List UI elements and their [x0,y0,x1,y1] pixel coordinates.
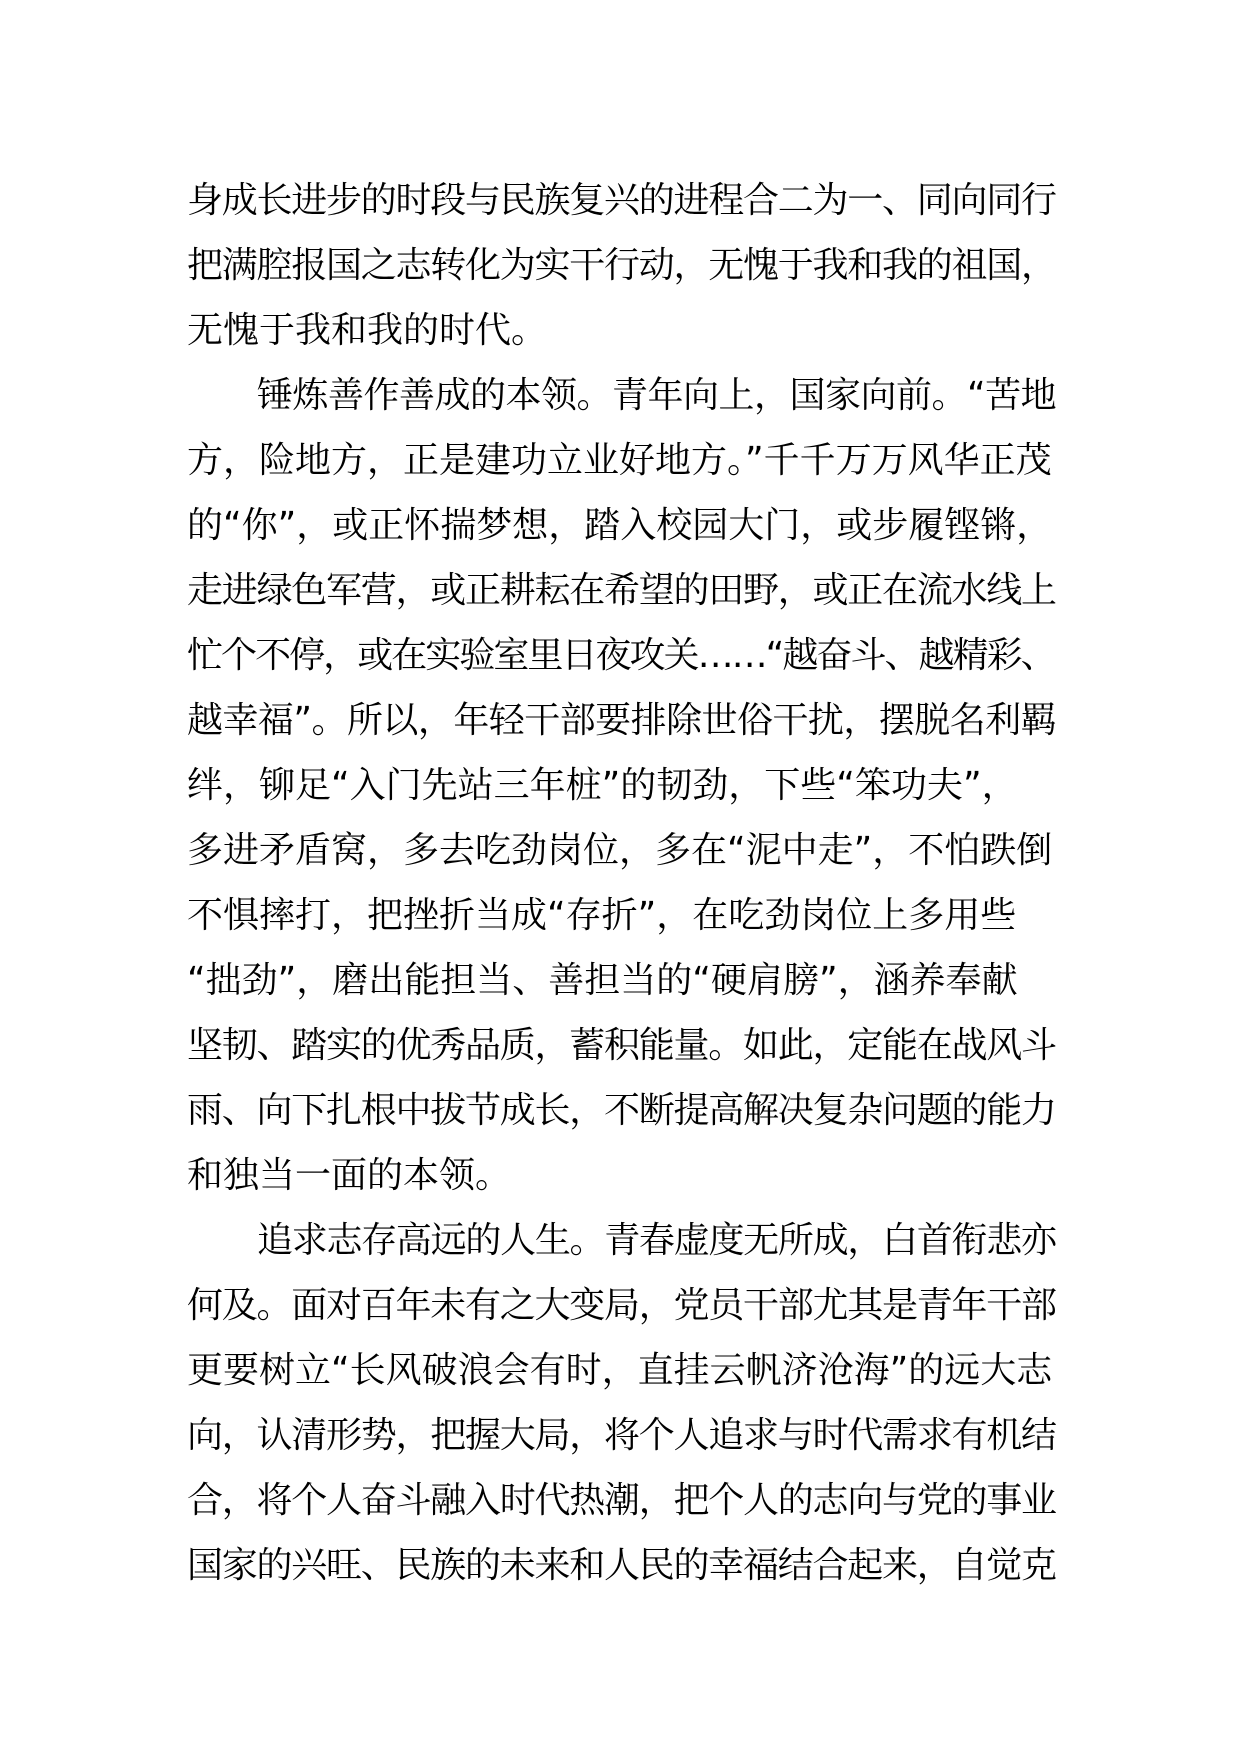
text-line: 更要树立“长风破浪会有时，直挂云帆济沧海”的远大志 [187,1350,1053,1391]
text-line: 多进矛盾窝，多去吃劲岗位，多在“泥中走”，不怕跌倒 [187,830,1053,871]
text-line: 走进绿色军营，或正耕耘在希望的田野，或正在流水线上 [187,570,1056,611]
text-line: 不惧摔打，把挫折当成“存折”，在吃劲岗位上多用些 [187,895,1017,936]
text-line: 和独当一面的本领。 [187,1155,512,1196]
text-line: 合，将个人奋斗融入时代热潮，把个人的志向与党的事业 [187,1480,1056,1521]
body-text [187,168,1057,1598]
text-line: 无愧于我和我的时代。 [187,310,548,351]
text-line: “拙劲”，磨出能担当、善担当的“硬肩膀”，涵养奉献 [187,960,1018,1001]
text-line: 把满腔报国之志转化为实干行动，无愧于我和我的祖国， [187,245,1056,286]
text-line: 越幸福”。所以，年轻干部要排除世俗干扰，摆脱名利羁 [187,700,1057,741]
text-line: 锤炼善作善成的本领。青年向上，国家向前。“苦地 [257,375,1057,416]
text-line: 绊，铆足“入门先站三年桩”的韧劲，下些“笨功夫”， [187,765,1018,806]
text-line: 方，险地方，正是建功立业好地方。”千千万万风华正茂 [187,440,1052,481]
text-line: 的“你”，或正怀揣梦想，踏入校园大门，或步履铿锵， [187,505,1053,546]
text-line: 忙个不停，或在实验室里日夜攻关……“越奋斗、越精彩、 [187,635,1055,676]
text-line: 坚韧、踏实的优秀品质，蓄积能量。如此，定能在战风斗 [187,1025,1056,1066]
text-line: 身成长进步的时段与民族复兴的进程合二为一、同向同行 [187,180,1056,221]
text-line: 追求志存高远的人生。青春虚度无所成，白首衔悲亦 [257,1220,1056,1261]
text-line: 向，认清形势，把握大局，将个人追求与时代需求有机结 [187,1415,1056,1456]
text-line: 雨、向下扎根中拔节成长，不断提高解决复杂问题的能力 [187,1090,1056,1131]
text-line: 何及。面对百年未有之大变局，党员干部尤其是青年干部 [187,1285,1056,1326]
text-line: 国家的兴旺、民族的未来和人民的幸福结合起来，自觉克 [187,1545,1056,1586]
